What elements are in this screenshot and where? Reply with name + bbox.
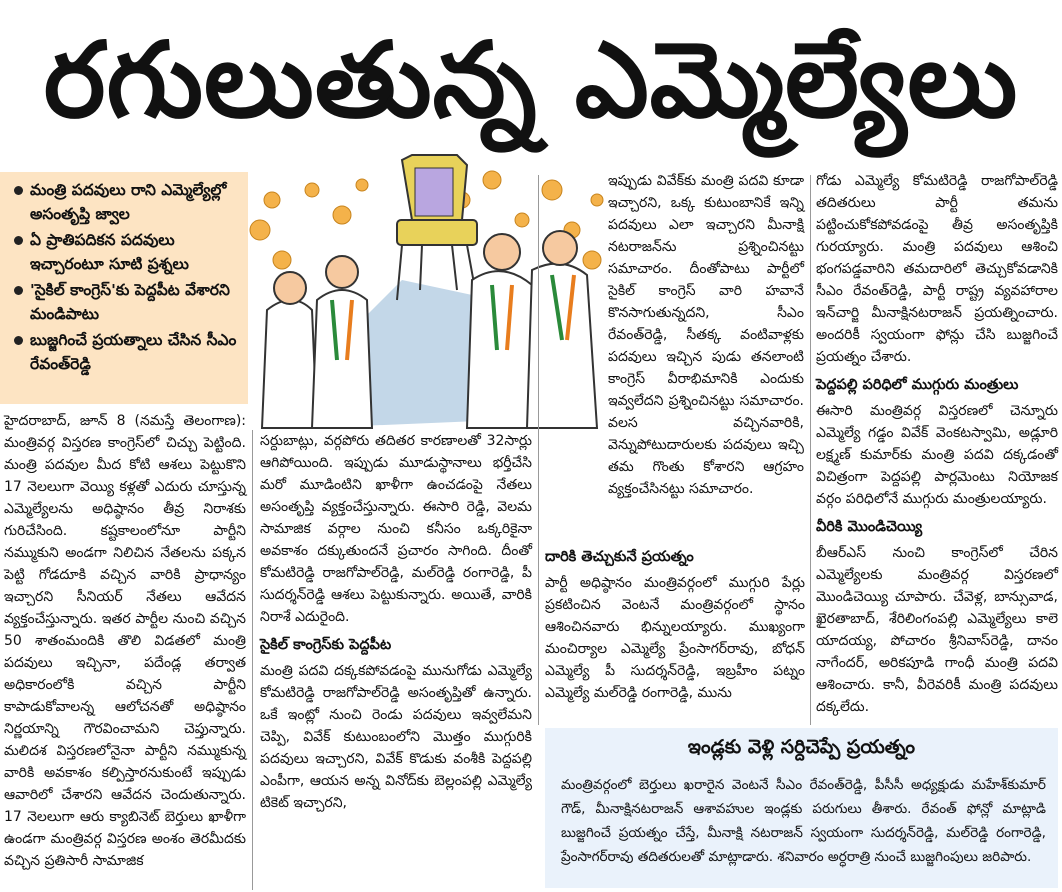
headline-text: రగులుతున్న ఎమ్మెల్యేలు — [43, 19, 1019, 141]
box-text: మంత్రివర్గంలో బెర్తులు ఖరారైన వెంటనే సీఎం రేవంత్‌రెడ్డి, పీసీసీ అధ్యక్షుడు మహేశ్‌కుమార్ గౌడ్, మీనాక్షినటరాజన్ ఆశావహుల ఇండ్లకు పరుగులు తీశారు. రేవంత్ ఫోన్లో మాట్లాడి బుజ్జగించే ప్రయత్నం చేస్తే, మీనాక్షి నటరాజన్ స్వయంగా సుదర్శన్‌రెడ్డి, మల్‌రెడ్డి రంగారెడ్డి, ప్రేంసాగర్‌రావు తదితరులతో మాట్లాడారు. శనివారం అర్ధరాత్రి నుంచే బుజ్జగింపులు జరిపారు. — [561, 777, 1046, 865]
subheading: సైకిల్ కాంగ్రెస్‌కు పెద్దపీట — [260, 637, 392, 653]
article-text: ఈసారి మంత్రివర్గ విస్తరణలో చెన్నూరు ఎమ్మెల్యే గడ్డం వివేక్ వెంకటస్వామి, అడ్లూరి లక్ష్మణ్ కుమార్‌కు మంత్రి పదవి దక్కడంతో విచిత్రంగా పెద్దపల్లి పార్లమెంటు నియోజక వర్గం పరిధిలోనే ముగ్గురు మంత్రులయ్యారు. — [816, 403, 1058, 507]
column-divider — [538, 175, 539, 725]
article-text: హైదరాబాద్, జూన్ 8 (నమస్తే తెలంగాణ): మంత్రివర్గ విస్తరణ కాంగ్రెస్‌లో చిచ్చు పెట్టింది. మంత్రి పదవుల మీద కోటి ఆశలు పెట్టుకొని 17 నెలలుగా వెయ్యి కళ్లతో ఎదురు చూస్తున్న ఎమ్మెల్యేలను అధిష్ఠానం తీవ్ర నిరాశకు గురిచేసింది. కష్టకాలంలోనూ పార్టీని నమ్ముకుని అండగా నిలిచిన నేతలను పక్కన పెట్టి గోడదూకి వచ్చిన వారికి ప్రాధాన్యం ఇచ్చారని సీనియర్ నేతలు ఆవేదన వ్యక్తంచేస్తున్నారు. ఇతర పార్టీల నుంచి వచ్చిన 50 శాతంమందికి తొలి విడతలో మంత్రి పదవులు ఇచ్చినా, పదేండ్ల తర్వాత అధికారంలోకి వచ్చిన పార్టీని కాపాడుకోవాలన్న ఆలోచనతో అధిష్ఠానం నిర్ణయాన్ని గౌరవించామని చెప్తున్నారు. మలిదశ విస్తరణలోనైనా పార్టీని నమ్ముకున్న వారికి అవకాశం కల్పిస్తారనుకుంటే ఇప్పుడు ఆవారిలో చేశారని ఆవేదన చెందుతున్నారు. 17 నెలలుగా ఆరు క్యాబినెట్ బెర్తులు ఖాళీగా ఉండగా మంత్రివర్గ విస్తరణ అంశం తెరమీదకు వచ్చిన ప్రతిసారీ సామాజిక — [4, 413, 246, 869]
article-text: బీఆర్‌ఎస్ నుంచి కాంగ్రెస్‌లో చేరిన ఎమ్మెల్యేలకు మంత్రివర్గ విస్తరణలో మొండిచెయ్యి చూపారు. చేవెళ్ల, బాన్సువాడ, ఖైరతాబాద్, శేరిలింగంపల్లి ఎమ్మెల్యేలు కాలె యాదయ్య, పోచారం శ్రీనివాస్‌రెడ్డి, దానం నాగేందర్, అరికపూడి గాంధీ మంత్రి పదవి ఆశించారు. కానీ, వీరెవరికీ మంత్రి పదవులు దక్కలేదు. — [816, 545, 1058, 715]
highlights-list — [0, 172, 248, 376]
article-text: మంత్రి పదవి దక్కకపోవడంపై మునుగోడు ఎమ్మెల్యే కోమటిరెడ్డి రాజగోపాల్‌రెడ్డి అసంతృప్తితో ఉన్నారు. ఒకే ఇంట్లో నుంచి రెండు పదవులు ఇవ్వలేమని చెప్పి, వివేక్ కుటుంబంలోని మొత్తం ముగ్గురికి పదవులు ఇచ్చారని, వివేక్ కొడుకు వంశీకి పెద్దపల్లి ఎంపీగా, ఆయన అన్న వినోద్‌కు బెల్లంపల్లి ఎమ్మెల్యే టికెట్ ఇచ్చారని, — [260, 663, 532, 811]
box-title: ఇండ్లకు వెళ్లి సర్దిచెప్పే ప్రయత్నం — [687, 736, 916, 758]
highlights-box — [0, 172, 248, 404]
column-1 — [4, 410, 246, 890]
sidebar-box — [545, 728, 1058, 888]
column-4 — [816, 170, 1058, 725]
article-text: గోడు ఎమ్మెల్యే కోమటిరెడ్డి రాజగోపాల్‌రెడ్డి తదితరులు పార్టీ తమను పట్టించుకోకపోవడంపై తీవ్ర అసంతృప్తికి గురయ్యారు. మంత్రి పదవులు ఆశించి భంగపడ్డవారిని తమదారిలో తెచ్చుకోవడానికి సీఎం రేవంత్‌రెడ్డి, పార్టీ రాష్ట్ర వ్యవహారాల ఇన్‌చార్జి మీనాక్షినటరాజన్ ప్రయత్నించారు. అందరికీ స్వయంగా ఫోన్లు చేసి బుజ్జగించే ప్రయత్నం చేశారు. — [816, 173, 1058, 365]
highlight-item: ఏ ప్రాతిపదికన పదవులు ఇచ్చారంటూ సూటి ప్రశ్నలు — [8, 228, 242, 276]
article-text: ఇప్పుడు వివేక్‌కు మంత్రి పదవి కూడా ఇచ్చారని, ఒక్క కుటుంబానికే ఇన్ని పదవులు ఎలా ఇచ్చారని మీనాక్షి నటరాజన్‌ను ప్రశ్నించినట్టు సమాచారం. దీంతోపాటు పార్టీలో సైకిల్ కాంగ్రెస్ వారి హవానే కొనసాగుతున్నదని, సీఎం రేవంత్‌రెడ్డి, సీతక్క వంటివాళ్లకు పదవులు ఇచ్చిన పుడు తనలాంటి కాంగ్రెస్ వీరాభిమానికి ఎందుకు ఇవ్వలేదని ప్రశ్నించినట్టు సమాచారం. వలస వచ్చినవారికి, వెన్నుపోటుదారులకు పదవులు ఇచ్చి తమ గొంతు కోశారని ఆగ్రహం వ్యక్తంచేసినట్టు సమాచారం. — [608, 173, 804, 497]
highlight-item: మంత్రి పదవులు రాని ఎమ్మెల్యేల్లో అసంతృప్తి జ్వాల — [8, 178, 242, 226]
cartoon-illustration — [252, 160, 608, 428]
headline — [0, 0, 1062, 160]
highlight-item: 'సైకిల్ కాంగ్రెస్'కు పెద్దపీట వేశారని మండిపాటు — [8, 278, 242, 326]
column-3a — [608, 170, 804, 497]
article-text: పార్టీ అధిష్ఠానం మంత్రివర్గంలో ముగ్గురి పేర్లు ప్రకటించిన వెంటనే మంత్రివర్గంలో స్థానం ఆశించినవారు భిన్నులయ్యారు. ముఖ్యంగా మంచిర్యాల ఎమ్మెల్యే ప్రేంసాగర్‌రావు, బోధన్ ఎమ్మెల్యే పీ సుదర్శన్‌రెడ్డి, ఇబ్రహీం పట్నం ఎమ్మెల్యే మల్‌రెడ్డి రంగారెడ్డి, మును — [545, 575, 805, 701]
subheading: దారికి తెచ్చుకునే ప్రయత్నం — [545, 549, 694, 565]
highlight-item: బుజ్జగించే ప్రయత్నాలు చేసిన సీఎం రేవంత్‌రెడ్డి — [8, 328, 242, 376]
column-divider — [252, 430, 253, 890]
column-2 — [260, 430, 532, 888]
subheading: వీరికి మొండిచెయ్యి — [816, 519, 923, 535]
article-text: సర్దుబాట్లు, వర్గపోరు తదితర కారణాలతో 32సార్లు ఆగిపోయింది. ఇప్పుడు మూడుస్థానాలు భర్తీచేసి మరో మూడింటిని ఖాళీగా ఉంచడంపై నేతలు అసంతృప్తి వ్యక్తంచేస్తున్నారు. ఈసారి రెడ్డి, వెలమ సామాజిక వర్గాల నుంచి కనీసం ఒక్కరికైనా అవకాశం దక్కుతుందనే ప్రచారం సాగింది. దీంతో కోమటిరెడ్డి రాజగోపాల్‌రెడ్డి, మల్‌రెడ్డి రంగారెడ్డి, పీ సుదర్శన్‌రెడ్డి ఆశలు పెట్టుకున్నారు. అయితే, వారికి నిరాశే ఎదురైంది. — [260, 433, 532, 625]
subheading: పెద్దపల్లి పరిధిలో ముగ్గురు మంత్రులు — [816, 377, 1019, 393]
column-divider — [810, 175, 811, 725]
column-3b — [545, 540, 805, 725]
